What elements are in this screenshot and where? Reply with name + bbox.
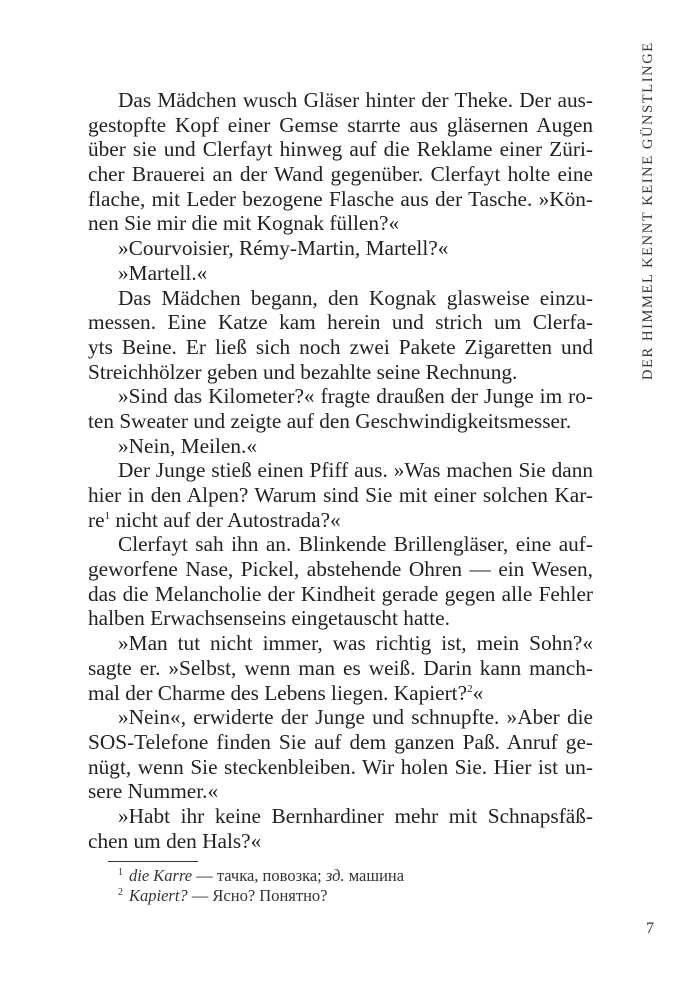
line-text: yts Beine. Er ließ sich noch zwei Pakete Zigaretten und <box>88 334 593 359</box>
text-line <box>88 705 593 730</box>
text-line <box>88 483 593 508</box>
line-text: nügt, wenn Sie steckenbleiben. Wir holen Sie. Hier ist un- <box>88 754 593 779</box>
line-text: geworfene Nase, Pickel, abstehende Ohren — ein Wesen, <box>88 557 593 582</box>
text-line <box>88 162 593 187</box>
text-line <box>88 360 593 385</box>
line-text: »Martell.« <box>118 260 208 285</box>
line-text: »Nein«, erwiderte der Junge und schnupfte. »Aber die <box>118 705 593 730</box>
text-line <box>88 730 593 755</box>
footnote-number: 1 <box>118 867 123 878</box>
text-line <box>88 557 593 582</box>
footnote-number: 2 <box>118 887 123 898</box>
footnote-divider <box>108 861 198 862</box>
line-text: »Habt ihr keine Bernhardiner mehr mit Schnapsfäß- <box>118 803 593 828</box>
text-line <box>88 187 593 212</box>
line-text: chen um den Hals?« <box>88 828 262 853</box>
line-text: ten Sweater und zeigte auf den Geschwindigkeitsmesser. <box>88 408 572 433</box>
footnote-term: die Karre <box>129 866 193 885</box>
line-text: Streichhölzer geben und bezahlte seine Rechnung. <box>88 359 518 384</box>
text-line <box>88 458 593 483</box>
line-text: Der Junge stieß einen Pfiff aus. »Was machen Sie dann <box>118 458 593 483</box>
footnote-ref: 2 <box>467 682 473 695</box>
line-text: sere Nummer.« <box>88 779 219 804</box>
line-text: « <box>472 680 484 705</box>
text-line <box>88 532 593 557</box>
line-text: nen Sie mir die mit Kognak füllen?« <box>88 211 400 236</box>
line-text: cher Brauerei an der Wand gegenüber. Clerfayt holte eine <box>88 162 593 187</box>
line-text: gestopfte Kopf einer Gemse starrte aus gläsernen Augen <box>88 112 593 137</box>
text-line <box>88 606 593 631</box>
line-text: das die Melancholie der Kindheit gerade gegen alle Fehler <box>88 581 593 606</box>
text-line <box>88 582 593 607</box>
page-number: 7 <box>646 920 654 937</box>
text-line <box>88 508 593 533</box>
text-line <box>88 384 593 409</box>
text-line <box>88 88 593 113</box>
line-text: re <box>88 507 105 532</box>
text-line <box>88 286 593 311</box>
text-line <box>88 261 593 286</box>
text-line <box>88 631 593 656</box>
footnotes <box>118 866 404 906</box>
line-text: SOS-Telefone finden Sie auf dem ganzen Paß. Anruf ge- <box>88 729 593 754</box>
text-line <box>88 113 593 138</box>
footnote-term: Kapiert? <box>129 886 188 905</box>
text-line <box>88 434 593 459</box>
line-text: halben Erwachsenseins eingetauscht hatte. <box>88 606 450 631</box>
footnote-text: — тачка, повозка; <box>192 866 326 885</box>
text-line <box>88 236 593 261</box>
footnote-abbr: зд. <box>325 866 345 885</box>
footnote-ref: 1 <box>104 509 111 522</box>
footnote-text: — Ясно? Понятно? <box>187 886 328 905</box>
line-text: Das Mädchen wusch Gläser hinter der Theke. Der aus- <box>118 88 593 112</box>
line-text: messen. Eine Katze kam herein und strich um Clerfa- <box>88 310 593 335</box>
body-text <box>88 88 593 853</box>
line-text: »Man tut nicht immer, was richtig ist, mein Sohn?« <box>118 631 593 656</box>
running-head: DER HIMMEL KENNT KEINE GÜNSTLINGE <box>640 41 656 380</box>
line-text: Das Mädchen begann, den Kognak glasweise einzu- <box>118 285 593 310</box>
line-text: Clerfayt sah ihn an. Blinkende Brillengläser, eine auf- <box>118 532 593 557</box>
text-line <box>88 829 593 854</box>
line-text: hier in den Alpen? Warum sind Sie mit einer solchen Kar- <box>88 483 593 507</box>
footnote-text: машина <box>344 866 405 885</box>
text-line <box>88 409 593 434</box>
line-text: »Sind das Kilometer?« fragte draußen der Junge im ro- <box>118 384 593 409</box>
text-line <box>88 681 593 706</box>
text-line <box>88 804 593 829</box>
text-line <box>88 335 593 360</box>
line-text: über sie und Clerfayt hinweg auf die Reklame einer Züri- <box>88 137 593 162</box>
line-text: nicht auf der Autostrada?« <box>110 507 341 532</box>
footnote <box>118 866 404 886</box>
line-text: »Courvoisier, Rémy-Martin, Martell?« <box>118 236 449 261</box>
text-line <box>88 137 593 162</box>
text-line <box>88 779 593 804</box>
line-text: »Nein, Meilen.« <box>118 433 257 458</box>
text-line <box>88 656 593 681</box>
text-line <box>88 310 593 335</box>
text-line <box>88 211 593 236</box>
line-text: flache, mit Leder bezogene Flasche aus der Tasche. »Kön- <box>88 186 593 211</box>
line-text: sagte er. »Selbst, wenn man es weiß. Darin kann manch- <box>88 655 593 680</box>
line-text: mal der Charme des Lebens liegen. Kapiert? <box>88 680 468 705</box>
footnote <box>118 886 404 906</box>
text-line <box>88 755 593 780</box>
